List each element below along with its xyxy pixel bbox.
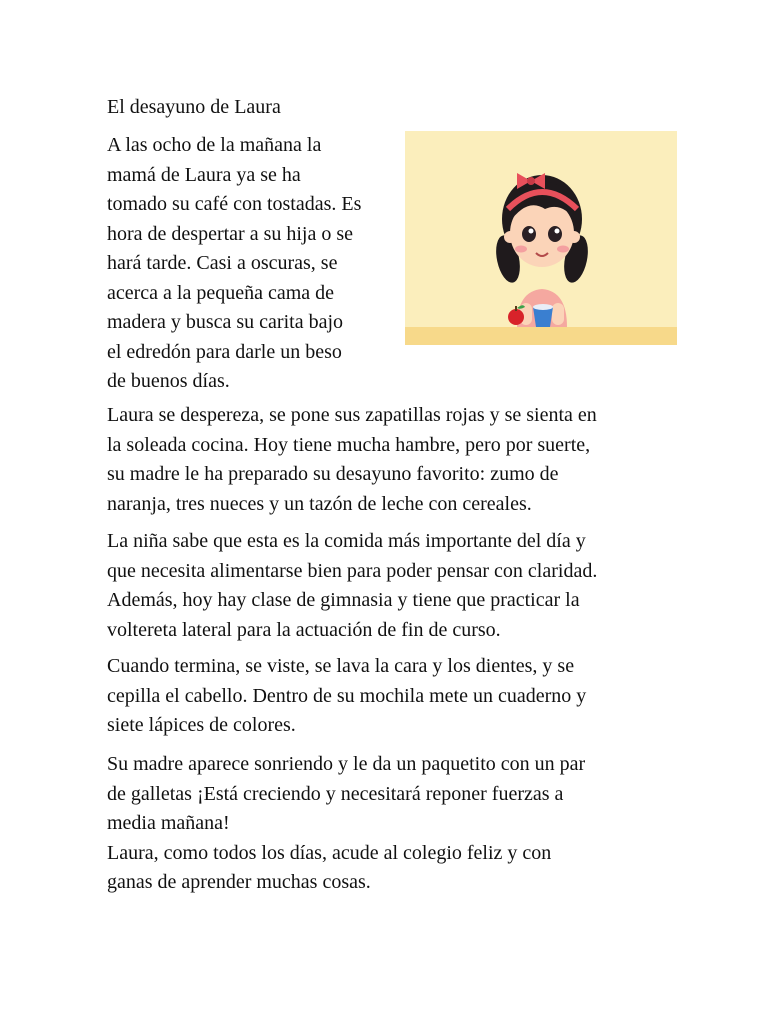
table-edge — [405, 327, 677, 345]
paragraph-line: A las ocho de la mañana la — [107, 134, 322, 156]
paragraph-line: madera y busca su carita bajo — [107, 311, 344, 333]
paragraph-line: Además, hoy hay clase de gimnasia y tiene que practicar la — [107, 589, 580, 611]
paragraph-line: tomado su café con tostadas. Es — [107, 193, 362, 215]
paragraph-line: voltereta lateral para la actuación de fin de curso. — [107, 618, 501, 641]
left-eye — [522, 226, 536, 242]
paragraph-line: el edredón para darle un beso — [107, 340, 342, 363]
paragraph-line: mamá de Laura ya se ha — [107, 163, 301, 186]
paragraph-4 — [107, 652, 586, 741]
apple — [508, 309, 524, 325]
paragraph-line: su madre le ha preparado su desayuno favorito: zumo de — [107, 463, 559, 485]
paragraph-line: la soleada cocina. Hoy tiene mucha hambre, pero por suerte, — [107, 433, 591, 456]
paragraph-5 — [107, 750, 585, 898]
paragraph-line: Laura, como todos los días, acude al colegio feliz y con — [107, 841, 552, 864]
paragraph-line: Su madre aparece sonriendo y le da un paquetito con un par — [107, 753, 586, 775]
paragraph-line: La niña sabe que esta es la comida más importante del día y — [107, 530, 586, 552]
paragraph-2 — [107, 401, 597, 519]
paragraph-line: acerca a la pequeña cama de — [107, 281, 335, 304]
paragraph-line: de buenos días. — [107, 370, 230, 392]
paragraph-3 — [107, 527, 597, 645]
paragraph-line: media mañana! — [107, 812, 230, 834]
girl-breakfast-illustration — [405, 131, 677, 345]
paragraph-line: de galletas ¡Está creciendo y necesitará reponer fuerzas a — [107, 782, 564, 805]
right-eye — [548, 226, 562, 242]
paragraph-line: ganas de aprender muchas cosas. — [107, 871, 371, 893]
paragraph-line: que necesita alimentarse bien para poder pensar con claridad. — [107, 559, 598, 582]
paragraph-1 — [107, 131, 361, 397]
document-title: El desayuno de Laura — [107, 96, 281, 118]
paragraph-line: cepilla el cabello. Dentro de su mochila mete un cuaderno y — [107, 684, 587, 707]
paragraph-line: siete lápices de colores. — [107, 714, 296, 736]
right-arm — [552, 303, 564, 325]
paragraph-line: Cuando termina, se viste, se lava la cara y los dientes, y se — [107, 655, 575, 677]
paragraph-line: hora de despertar a su hija o se — [107, 222, 354, 245]
paragraph-line: naranja, tres nueces y un tazón de leche con cereales. — [107, 492, 532, 515]
paragraph-line: Laura se despereza, se pone sus zapatillas rojas y se sienta en — [107, 404, 597, 426]
paragraph-line: hará tarde. Casi a oscuras, se — [107, 252, 338, 274]
